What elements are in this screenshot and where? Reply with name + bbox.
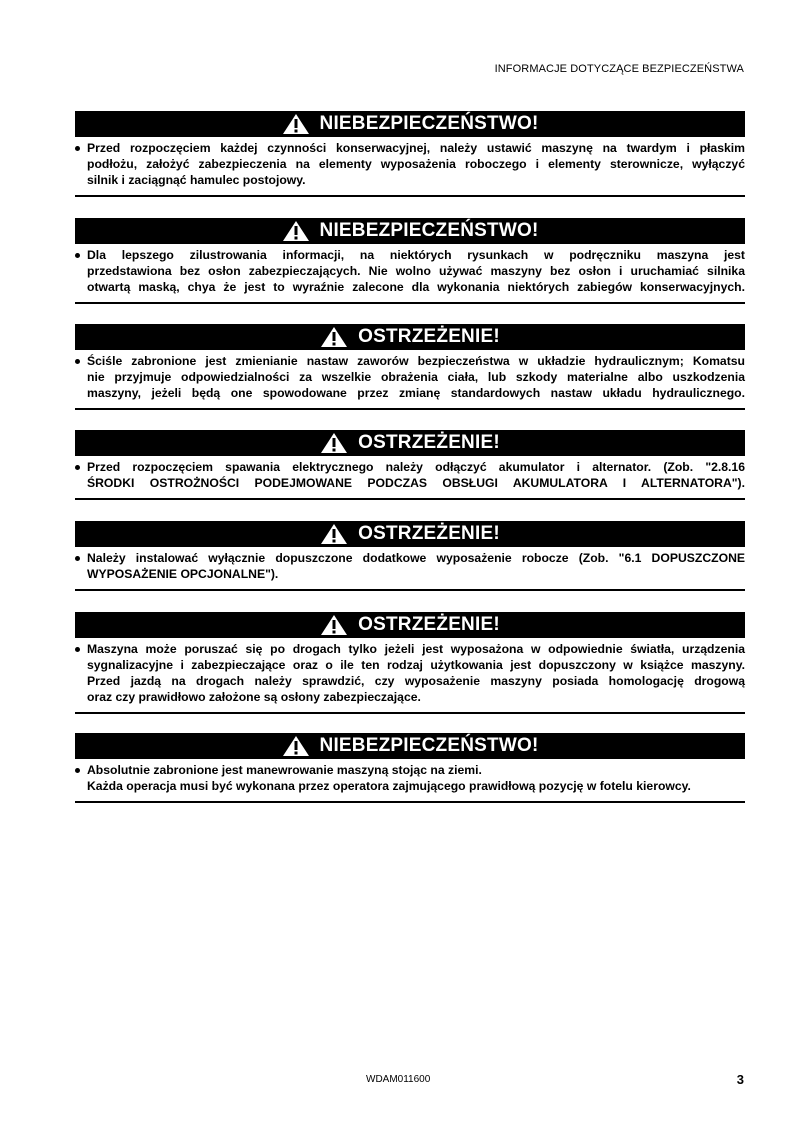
safety-notice-warning	[75, 430, 745, 500]
notice-title-bar	[75, 521, 745, 547]
notice-line: Maszyna może poruszać się po drogach tylko jeżeli jest wyposażona w odpowiednie światła, urządzenia	[87, 642, 745, 656]
notice-item	[75, 550, 745, 582]
running-header: INFORMACJE DOTYCZĄCE BEZPIECZEŃSTWA	[494, 63, 744, 75]
notice-title: NIEBEZPIECZEŃSTWO!	[319, 220, 539, 241]
notice-title: OSTRZEŻENIE!	[358, 432, 500, 453]
notice-line: Przed rozpoczęciem każdej czynności konserwacyjnej, należy ustawić maszynę na twardym i płaskim	[87, 141, 745, 155]
notice-line: przedstawiona bez osłon zabezpieczających. Nie wolno używać maszyny bez osłon i uruchamiać silnika	[87, 264, 745, 278]
notice-title-bar	[75, 430, 745, 456]
bullet-icon	[75, 647, 80, 652]
warning-triangle-icon	[320, 432, 348, 454]
divider	[75, 801, 745, 803]
notice-line: ŚRODKI OSTROŻNOŚCI PODEJMOWANE PODCZAS OBSŁUGI AKUMULATORA I ALTERNATORA").	[87, 476, 745, 490]
divider	[75, 408, 745, 410]
notice-item	[75, 459, 745, 491]
notice-line: otwartą maską, chya że jest to wyraźnie zalecone dla wykonania niektórych zabiegów konserwacyjnych.	[87, 280, 745, 294]
notice-line: Dla lepszego zilustrowania informacji, na niektórych rysunkach w podręczniku maszyna jest	[87, 248, 745, 262]
notice-title: OSTRZEŻENIE!	[358, 614, 500, 635]
bullet-icon	[75, 146, 80, 151]
bullet-icon	[75, 465, 80, 470]
divider	[75, 712, 745, 714]
notice-line: podłożu, założyć zabezpieczenia na elementy wyposażenia roboczego i elementy sterownicze, wyłączyć	[87, 157, 745, 171]
warning-triangle-icon	[320, 326, 348, 348]
divider	[75, 302, 745, 304]
bullet-icon	[75, 253, 80, 258]
notice-title: NIEBEZPIECZEŃSTWO!	[319, 735, 539, 756]
divider	[75, 498, 745, 500]
notice-line: nie przyjmuje odpowiedzialności za wszelkie obrażenia ciała, lub szkody materialne albo uszkodzenia	[87, 370, 745, 384]
divider	[75, 195, 745, 197]
notice-item	[75, 641, 745, 705]
safety-notice-danger	[75, 218, 745, 304]
bullet-icon	[75, 359, 80, 364]
divider	[75, 589, 745, 591]
safety-notice-warning	[75, 612, 745, 714]
notice-line: Każda operacja musi być wykonana przez operatora zajmującego prawidłową pozycję w fotelu kierowcy.	[87, 779, 691, 793]
notice-title-bar	[75, 733, 745, 759]
bullet-icon	[75, 556, 80, 561]
notice-line: Ściśle zabronione jest zmienianie nastaw zaworów bezpieczeństwa w układzie hydraulicznym; Komatsu	[87, 354, 745, 368]
warning-triangle-icon	[282, 735, 310, 757]
notice-title-bar	[75, 111, 745, 137]
notice-title-bar	[75, 612, 745, 638]
notice-title: OSTRZEŻENIE!	[358, 523, 500, 544]
notice-item	[75, 247, 745, 295]
notice-title: OSTRZEŻENIE!	[358, 326, 500, 347]
bullet-icon	[75, 768, 80, 773]
notice-line: Należy instalować wyłącznie dopuszczone dodatkowe wyposażenie robocze (Zob. "6.1 DOPUSZCZONE	[87, 551, 745, 565]
safety-notice-warning	[75, 521, 745, 591]
warning-triangle-icon	[282, 220, 310, 242]
notice-line: Absolutnie zabronione jest manewrowanie maszyną stojąc na ziemi.	[87, 763, 482, 777]
warning-triangle-icon	[282, 113, 310, 135]
notice-title-bar	[75, 324, 745, 350]
notice-line: Przed jazdą na drogach należy sprawdzić, czy wyposażenie maszyny posiada homologację drogową	[87, 674, 745, 688]
notice-item	[75, 353, 745, 401]
notice-line: WYPOSAŻENIE OPCJONALNE").	[87, 567, 279, 581]
safety-notice-danger	[75, 111, 745, 197]
notice-line: maszyny, jeżeli będą one spowodowane przez zmianę standardowych nastaw układu hydraulicznego.	[87, 386, 745, 400]
notice-line: oraz czy prawidłowo założone są osłony zabezpieczające.	[87, 690, 421, 704]
warning-triangle-icon	[320, 614, 348, 636]
notice-title-bar	[75, 218, 745, 244]
notice-line: Przed rozpoczęciem spawania elektrycznego należy odłączyć akumulator i alternator. (Zob. "2.8.16	[87, 460, 745, 474]
warning-triangle-icon	[320, 523, 348, 545]
notice-item	[75, 140, 745, 188]
page-number: 3	[736, 1072, 744, 1087]
notice-line: sygnalizacyjne i zabezpieczające oraz o ile ten rodzaj użytkowania jest dopuszczony w książce maszyny.	[87, 658, 745, 672]
safety-notice-warning	[75, 324, 745, 410]
notice-line: silnik i zaciągnąć hamulec postojowy.	[87, 173, 306, 187]
safety-notice-danger	[75, 733, 745, 803]
document-code: WDAM011600	[366, 1074, 431, 1085]
notice-title: NIEBEZPIECZEŃSTWO!	[319, 113, 539, 134]
notice-item	[75, 762, 745, 794]
